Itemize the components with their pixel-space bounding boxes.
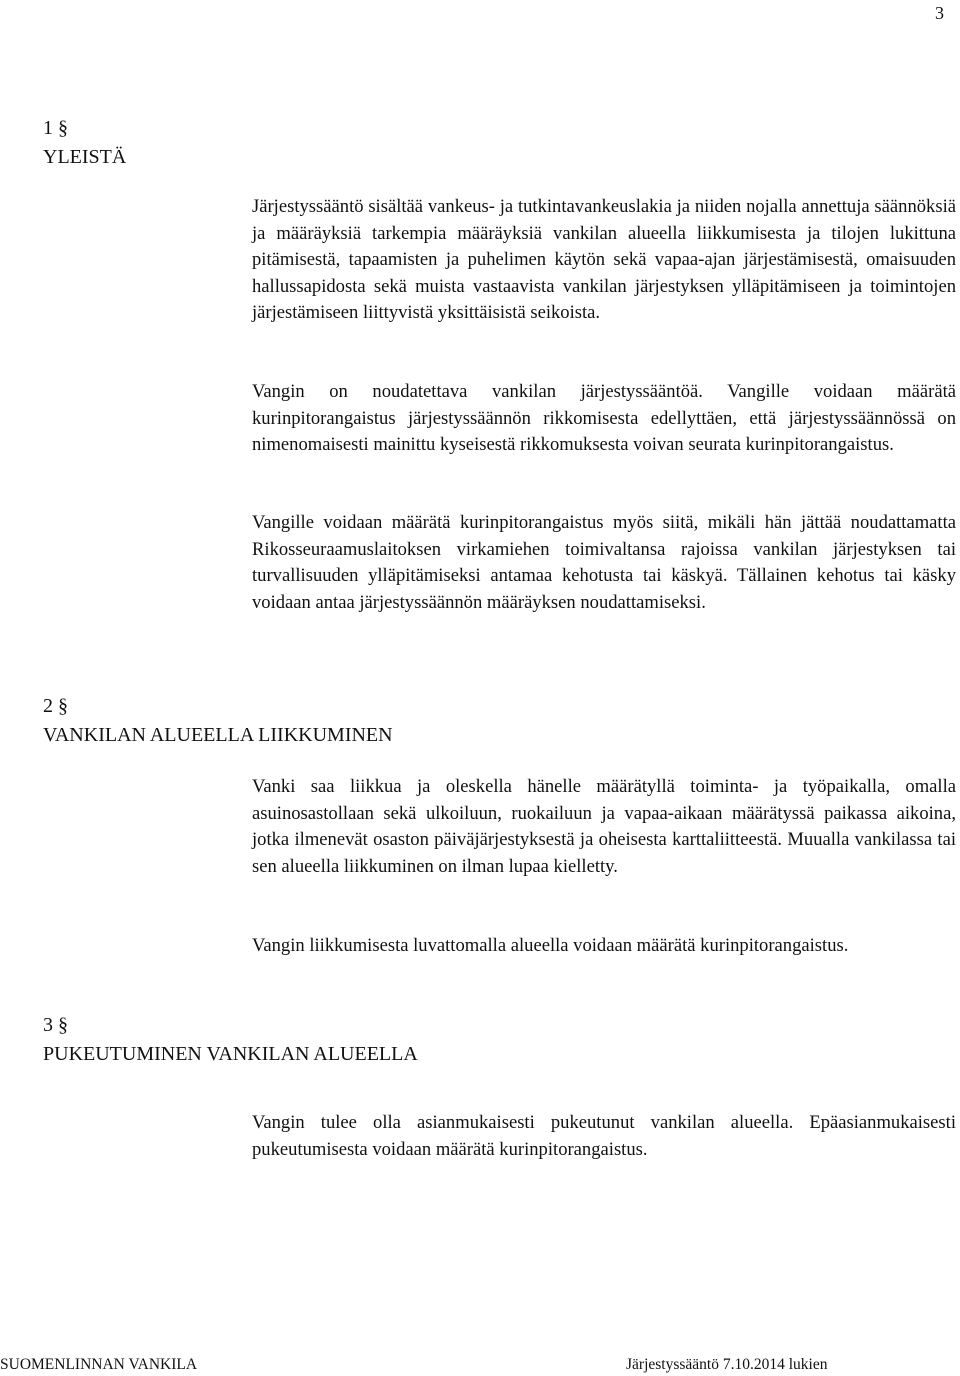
section-number: 1 § bbox=[43, 117, 68, 139]
page-number: 3 bbox=[935, 3, 944, 23]
section-title: PUKEUTUMINEN VANKILAN ALUEELLA bbox=[43, 1043, 418, 1065]
section-3-heading bbox=[43, 1011, 418, 1069]
section-1-paragraph-2: Vangin on noudatettava vankilan järjestyssääntöä. Vangille voidaan määrätä kurinpitorangaistus järjestyssäännön rikkomisesta edellyttäen, että järjestyssäännössä on nimenomaisesti mainittu kyseisestä rikkomuksesta voivan seurata kurinpitorangaistus. bbox=[252, 381, 956, 455]
footer-institution: SUOMENLINNAN VANKILA bbox=[0, 1356, 198, 1373]
section-number: 2 § bbox=[43, 695, 68, 717]
section-title: VANKILAN ALUEELLA LIIKKUMINEN bbox=[43, 724, 393, 746]
footer-document-date: Järjestyssääntö 7.10.2014 lukien bbox=[626, 1356, 828, 1373]
section-1-paragraph-1: Järjestyssääntö sisältää vankeus- ja tutkintavankeuslakia ja niiden nojalla annettuja säännöksiä ja määräyksiä tarkempia määräyksiä vankilan alueella liikkumisesta ja tilojen lukittuna pitämisestä, tapaamisten ja puhelimen käytön sekä vapaa-ajan järjestämisestä, omaisuuden hallussapidosta sekä muista vastaavista vankilan järjestyksen ylläpitämiseen ja toimintojen järjestämiseen liittyvistä yksittäisistä seikoista. bbox=[252, 196, 956, 323]
section-number: 3 § bbox=[43, 1014, 68, 1036]
section-1-heading bbox=[43, 114, 126, 172]
section-3-paragraph-1: Vangin tulee olla asianmukaisesti pukeutunut vankilan alueella. Epäasianmukaisesti pukeutumisesta voidaan määrätä kurinpitorangaistus. bbox=[252, 1112, 956, 1160]
section-1-paragraph-3: Vangille voidaan määrätä kurinpitorangaistus myös siitä, mikäli hän jättää noudattamatta Rikosseuraamuslaitoksen virkamiehen toimivaltansa rajoissa vankilan järjestyksen tai turvallisuuden ylläpitämiseksi antamaa kehotusta tai käskyä. Tällainen kehotus tai käsky voidaan antaa järjestyssäännön määräyksen noudattamiseksi. bbox=[252, 512, 956, 613]
section-2-heading bbox=[43, 692, 393, 750]
section-2-paragraph-2: Vangin liikkumisesta luvattomalla alueella voidaan määrätä kurinpitorangaistus. bbox=[252, 935, 849, 956]
section-title: YLEISTÄ bbox=[43, 146, 127, 168]
section-2-paragraph-1: Vanki saa liikkua ja oleskella hänelle määrätyllä toiminta- ja työpaikalla, omalla asuinosastollaan sekä ulkoiluun, ruokailuun ja vapaa-aikaan määrätyssä paikassa aikoina, jotka ilmenevät osaston päiväjärjestyksestä ja oheisesta karttaliitteestä. Muualla vankilassa tai sen alueella liikkuminen on ilman lupaa kielletty. bbox=[252, 776, 956, 877]
